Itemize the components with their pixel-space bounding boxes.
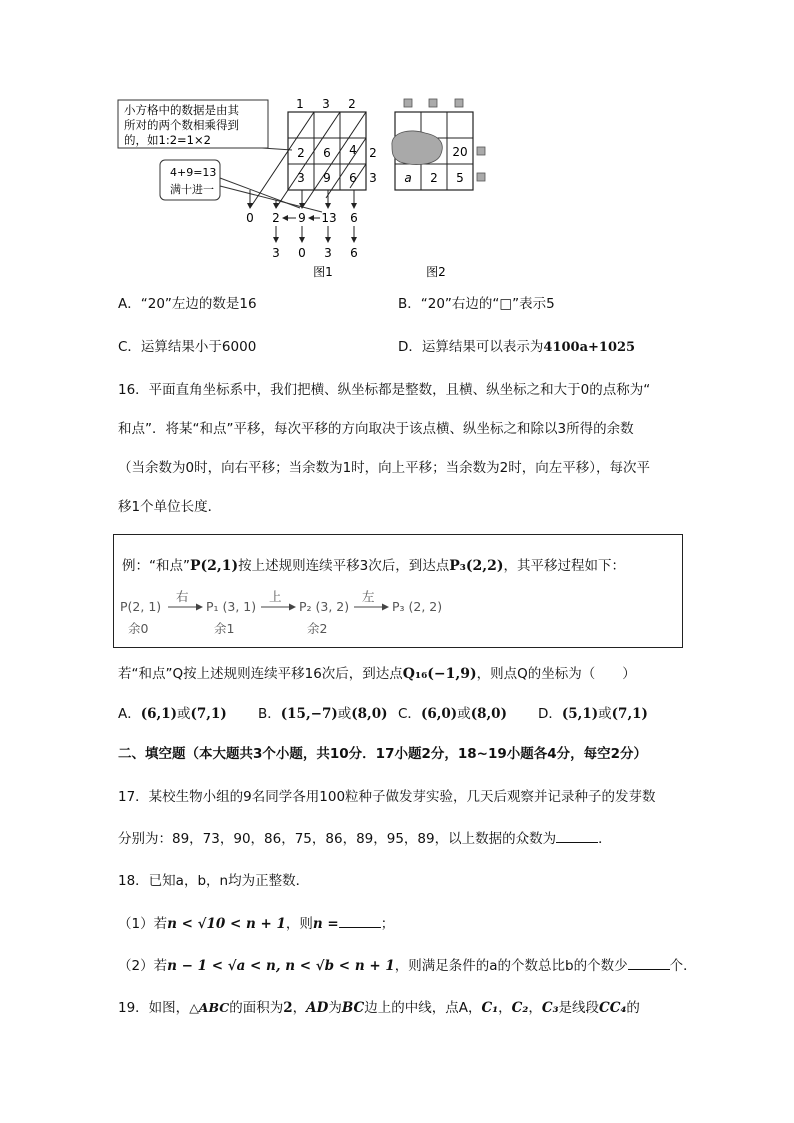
cell-value: 5 — [456, 171, 464, 185]
q16-option-c: C．(6,0)或(8,0) — [398, 706, 507, 722]
cell-value: 20 — [452, 145, 468, 159]
diagram-node-p: P(2, 1) — [120, 599, 162, 614]
q15-option-b: B．“20”右边的“□”表示5 — [398, 296, 555, 312]
callout-box-1 — [118, 100, 292, 150]
example-point-p3: P₃(2,2) — [449, 558, 504, 574]
q17-line1: 17．某校生物小组的9名同学各用100粒种子做发芽实验，几天后观察并记录种子的发芽数 — [118, 789, 656, 805]
figures-area — [0, 0, 794, 290]
square-icon — [477, 147, 485, 155]
q16-line3: （当余数为0时，向右平移；当余数为1时，向上平移；当余数为2时，向左平移），每次平 — [118, 460, 651, 476]
arrow-label-left: 左 — [362, 589, 375, 604]
top-number: 2 — [348, 97, 356, 111]
cell-value: 6 — [323, 146, 331, 160]
row2-value: 3 — [324, 246, 332, 260]
remainder-label: 余1 — [214, 621, 235, 636]
diagram-node-p2: P₂ (3, 2) — [299, 599, 350, 614]
row2-value: 0 — [298, 246, 306, 260]
q16-option-d: D．(5,1)或(7,1) — [538, 706, 648, 722]
cell-value: a — [404, 171, 412, 185]
q16-question-prefix: 若“和点”Q按上述规则连续平移16次后，到达点 — [118, 666, 403, 682]
cell-value: 4 — [349, 143, 357, 157]
q15-option-c: C．运算结果小于6000 — [118, 339, 257, 355]
example-mid: 按上述规则连续平移3次后，到达点 — [238, 558, 450, 574]
figure2-caption: 图2 — [426, 265, 446, 279]
q16-point: Q₁₆(−1,9) — [402, 666, 477, 682]
row1-value: 6 — [350, 211, 358, 225]
row1-value: 0 — [246, 211, 254, 225]
square-icon — [429, 99, 437, 107]
q19-line1: 19．如图，△ABC的面积为2，AD为BC边上的中线，点A，C₁，C₂，C₃是线段CC₄的 — [118, 1000, 640, 1016]
q18-p2-expr: n − 1 < √a < n, n < √b < n + 1 — [167, 958, 395, 974]
cell-value: 2 — [430, 171, 438, 185]
callout1-line1: 小方格中的数据是由其 — [124, 103, 239, 117]
row2-value: 3 — [272, 246, 280, 260]
ink-blot — [392, 131, 442, 165]
q16-option-b: B．(15,−7)或(8,0) — [258, 706, 388, 722]
right-number: 2 — [369, 146, 377, 160]
q15-option-a: A．“20”左边的数是16 — [118, 296, 257, 312]
q15-option-d-expr: 4100a+1025 — [543, 340, 636, 355]
cell-value: 3 — [297, 171, 305, 185]
cell-value: 6 — [349, 171, 357, 185]
diagram-node-p3: P₃ (2, 2) — [392, 599, 443, 614]
row1-value: 9 — [298, 211, 306, 225]
q16-line4: 移1个单位长度． — [118, 499, 222, 515]
remainder-label: 余2 — [307, 621, 328, 636]
translation-diagram — [114, 585, 680, 645]
figure1-caption: 图1 — [313, 265, 333, 279]
callout2-line1: 4+9=13 — [170, 166, 217, 179]
q16-question-suffix: ，则点Q的坐标为（ ） — [476, 666, 636, 682]
example-point-p: P(2,1) — [190, 558, 239, 574]
q18-p1-expr: n < √10 < n + 1 — [167, 916, 286, 932]
q16-line2: 和点”．将某“和点”平移，每次平移的方向取决于该点横、纵坐标之和除以3所得的余数 — [118, 421, 634, 437]
example-line — [122, 556, 625, 576]
callout1-line2: 所对的两个数相乘得到 — [124, 118, 239, 132]
right-number: 3 — [369, 171, 377, 185]
example-prefix: 例：“和点” — [122, 558, 190, 574]
q15-option-d-text: D．运算结果可以表示为 — [398, 339, 544, 355]
q18-part1: （1）若n < √10 < n + 1，则n = ； — [118, 913, 394, 934]
arrow-label-up: 上 — [269, 589, 282, 604]
section-heading: 二、填空题（本大题共3个小题，共10分．17小题2分，18~19小题各4分，每空2分） — [118, 746, 648, 762]
q16-option-a: A．(6,1)或(7,1) — [118, 706, 227, 722]
row1-value: 13 — [321, 211, 337, 225]
row1-value: 2 — [272, 211, 280, 225]
q18-blank-1[interactable] — [339, 913, 381, 928]
callout1-line3: 的，如1:2=1×2 — [124, 133, 211, 147]
row2-value: 6 — [350, 246, 358, 260]
remainder-label: 余0 — [128, 621, 149, 636]
square-icon — [455, 99, 463, 107]
callout-box-2 — [160, 160, 322, 212]
top-number: 1 — [296, 97, 304, 111]
q15-option-d — [398, 337, 635, 358]
arrow-label-right: 右 — [176, 589, 189, 604]
square-icon — [477, 173, 485, 181]
cell-value: 9 — [323, 171, 331, 185]
square-icon — [404, 99, 412, 107]
top-number: 3 — [322, 97, 330, 111]
q17-blank[interactable] — [556, 828, 598, 843]
q16-line1: 16．平面直角坐标系中，我们把横、纵坐标都是整数，且横、纵坐标之和大于0的点称为“ — [118, 382, 651, 398]
q18-part2: （2）若n − 1 < √a < n, n < √b < n + 1，则满足条件的a的个数总比b的个数少 个． — [118, 955, 697, 976]
example-suffix: ，其平移过程如下： — [503, 558, 625, 574]
q18-blank-2[interactable] — [628, 955, 670, 970]
cell-value: 2 — [297, 146, 305, 160]
callout2-line2: 满十进一 — [170, 183, 214, 196]
q18-line1: 18．已知a，b，n均为正整数． — [118, 873, 310, 889]
diagram-node-p1: P₁ (3, 1) — [206, 599, 257, 614]
q17-line2: 分别为：89，73，90，86，75，86，89，95，89，以上数据的众数为 ． — [118, 828, 612, 849]
grid-figure-2 — [392, 99, 485, 279]
q16-question — [118, 664, 636, 684]
